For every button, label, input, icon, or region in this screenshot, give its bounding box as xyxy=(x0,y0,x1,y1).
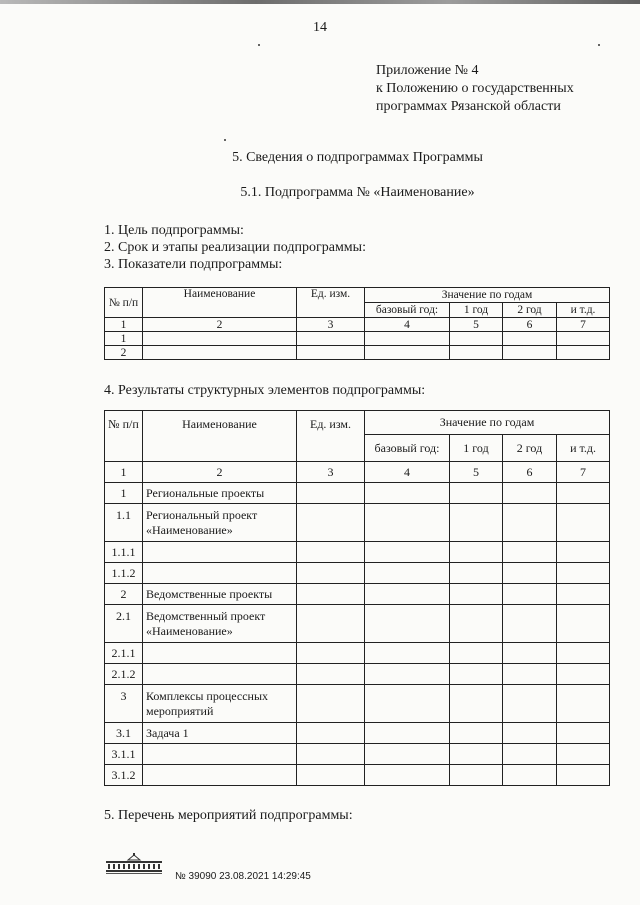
col-num-1: 1 xyxy=(105,318,143,332)
table-row xyxy=(105,605,610,643)
table-row xyxy=(105,346,610,360)
table-row xyxy=(105,483,610,504)
section-title: 5. Сведения о подпрограммах Программы xyxy=(232,150,483,165)
registration-mark: № 39090 23.08.2021 14:29:45 xyxy=(175,871,311,882)
col-num-2: 2 xyxy=(143,462,297,483)
table-row xyxy=(105,584,610,605)
col-num-1: 1 xyxy=(105,462,143,483)
header-year-1: 1 год xyxy=(450,303,503,318)
subsection-title: 5.1. Подпрограмма № «Наименование» xyxy=(240,185,475,200)
header-name: Наименование xyxy=(143,411,297,462)
item-indicators: 3. Показатели подпрограммы: xyxy=(104,257,283,272)
col-num-5: 5 xyxy=(450,462,503,483)
row-num: 2 xyxy=(105,584,143,605)
col-num-7: 7 xyxy=(557,318,610,332)
table-row xyxy=(105,542,610,563)
header-etc: и т.д. xyxy=(557,303,610,318)
appendix-line-2: к Положению о государственных xyxy=(376,81,574,96)
row-name xyxy=(143,346,297,360)
scan-speck xyxy=(598,44,600,46)
table-row xyxy=(105,332,610,346)
header-base-year: базовый год: xyxy=(365,303,450,318)
appendix-header xyxy=(376,62,574,116)
row-num: 2 xyxy=(105,346,143,360)
row-num: 2.1.2 xyxy=(105,664,143,685)
header-year-1: 1 год xyxy=(450,435,503,462)
col-num-3: 3 xyxy=(297,462,365,483)
row-name xyxy=(143,542,297,563)
row-num: 3.1 xyxy=(105,723,143,744)
item-terms: 2. Срок и этапы реализации подпрограммы: xyxy=(104,240,366,255)
column-number-row xyxy=(105,318,610,332)
table-row xyxy=(105,664,610,685)
row-name: Комплексы процессных мероприятий xyxy=(143,685,297,723)
header-unit: Ед. изм. xyxy=(297,288,365,318)
row-num: 1 xyxy=(105,332,143,346)
col-num-3: 3 xyxy=(297,318,365,332)
results-table xyxy=(104,410,610,786)
col-num-4: 4 xyxy=(365,318,450,332)
header-num: № п/п xyxy=(105,411,143,462)
col-num-5: 5 xyxy=(450,318,503,332)
header-num: № п/п xyxy=(105,288,143,318)
header-year-2: 2 год xyxy=(503,435,557,462)
col-num-7: 7 xyxy=(557,462,610,483)
indicators-table xyxy=(104,287,610,360)
row-num: 1.1.1 xyxy=(105,542,143,563)
header-value-by-years: Значение по годам xyxy=(365,288,610,303)
table-row xyxy=(105,723,610,744)
appendix-line-3: программах Рязанской области xyxy=(376,99,561,114)
table-row xyxy=(105,685,610,723)
col-num-6: 6 xyxy=(503,318,557,332)
row-name xyxy=(143,643,297,664)
header-value-by-years: Значение по годам xyxy=(365,411,610,435)
row-num: 2.1.1 xyxy=(105,643,143,664)
row-name xyxy=(143,765,297,786)
row-name: Ведомственный проект «Наименование» xyxy=(143,605,297,643)
row-num: 3.1.1 xyxy=(105,744,143,765)
row-name: Региональные проекты xyxy=(143,483,297,504)
row-name xyxy=(143,332,297,346)
col-num-6: 6 xyxy=(503,462,557,483)
row-name: Задача 1 xyxy=(143,723,297,744)
col-num-2: 2 xyxy=(143,318,297,332)
row-name: Региональный проект «Наименование» xyxy=(143,504,297,542)
header-year-2: 2 год xyxy=(503,303,557,318)
row-num: 3.1.2 xyxy=(105,765,143,786)
column-number-row xyxy=(105,462,610,483)
row-name xyxy=(143,563,297,584)
row-num: 1.1.2 xyxy=(105,563,143,584)
row-num: 2.1 xyxy=(105,605,143,643)
item-results: 4. Результаты структурных элементов подпрограммы: xyxy=(104,383,426,398)
table-row xyxy=(105,765,610,786)
header-name: Наименование xyxy=(143,288,297,318)
scan-speck xyxy=(258,44,260,46)
item-goal: 1. Цель подпрограммы: xyxy=(104,223,244,238)
row-num: 1.1 xyxy=(105,504,143,542)
page-number: 14 xyxy=(313,20,327,35)
scan-speck xyxy=(224,139,226,141)
document-stamp-icon xyxy=(104,852,164,876)
row-name xyxy=(143,664,297,685)
row-name xyxy=(143,744,297,765)
scan-top-edge xyxy=(0,0,640,4)
row-num: 3 xyxy=(105,685,143,723)
row-num: 1 xyxy=(105,483,143,504)
table-row xyxy=(105,744,610,765)
header-unit: Ед. изм. xyxy=(297,411,365,462)
table-row xyxy=(105,504,610,542)
col-num-4: 4 xyxy=(365,462,450,483)
header-base-year: базовый год: xyxy=(365,435,450,462)
row-name: Ведомственные проекты xyxy=(143,584,297,605)
header-etc: и т.д. xyxy=(557,435,610,462)
item-events: 5. Перечень мероприятий подпрограммы: xyxy=(104,808,353,823)
appendix-line-1: Приложение № 4 xyxy=(376,63,479,78)
table-row xyxy=(105,643,610,664)
table-row xyxy=(105,563,610,584)
